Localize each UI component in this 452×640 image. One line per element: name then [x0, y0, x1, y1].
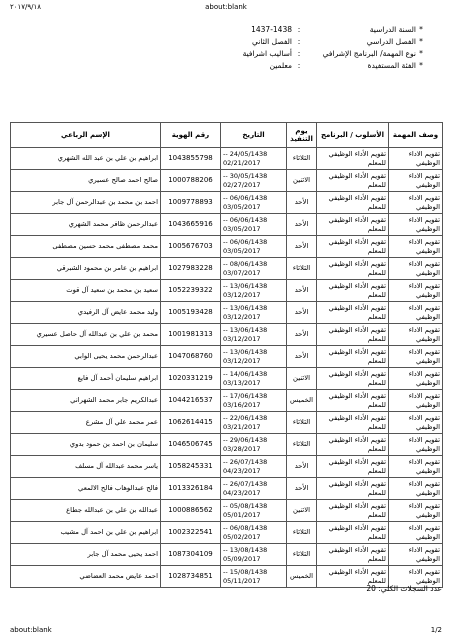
gregorian-date: 03/13/2017	[223, 378, 261, 387]
cell-task: تقويم الاداء الوظيفي	[389, 456, 443, 478]
info-row	[6, 48, 426, 60]
cell-task: تقويم الاداء الوظيفي	[389, 170, 443, 192]
table-row	[11, 544, 443, 566]
table-row	[11, 236, 443, 258]
table-row	[11, 522, 443, 544]
cell-day: الأحد	[287, 236, 317, 258]
gregorian-date: 02/21/2017	[223, 158, 261, 167]
cell-style: تقويم الأداء الوظيفي للمعلم	[317, 522, 389, 544]
cell-date	[221, 170, 287, 192]
cell-date	[221, 258, 287, 280]
hijri-date: -- 13/06/1438	[223, 348, 268, 356]
hijri-date: -- 05/08/1438	[223, 502, 268, 510]
info-label: الفئة المستفيدة	[367, 61, 416, 70]
hijri-date: -- 26/07/1438	[223, 480, 268, 488]
cell-task: تقويم الاداء الوظيفي	[389, 412, 443, 434]
cell-task: تقويم الاداء الوظيفي	[389, 302, 443, 324]
bullet-icon: *	[419, 37, 423, 46]
total-value: 20	[366, 584, 376, 593]
cell-name: وليد محمد عايض آل الرفيدي	[11, 302, 161, 324]
info-row	[6, 24, 426, 36]
cell-date	[221, 478, 287, 500]
page-number: 1/2	[430, 626, 442, 634]
browser-footer	[0, 624, 452, 636]
cell-day: الأحد	[287, 214, 317, 236]
cell-id: 1001981313	[161, 324, 221, 346]
print-date: ٢٠١٧/٩/١٨	[10, 3, 42, 11]
table-row	[11, 434, 443, 456]
cell-task: تقويم الاداء الوظيفي	[389, 192, 443, 214]
gregorian-date: 03/05/2017	[223, 224, 261, 233]
cell-id: 1058245331	[161, 456, 221, 478]
cell-day: الثلاثاء	[287, 434, 317, 456]
gregorian-date: 03/16/2017	[223, 400, 261, 409]
hijri-date: -- 24/05/1438	[223, 150, 268, 158]
cell-name: احمد بن محمد بن عبدالرحمن آل جابر	[11, 192, 161, 214]
cell-day: الثلاثاء	[287, 544, 317, 566]
cell-date	[221, 522, 287, 544]
cell-id: 1000788206	[161, 170, 221, 192]
cell-date	[221, 148, 287, 170]
info-value: 1437-1438	[251, 25, 292, 34]
cell-task: تقويم الاداء الوظيفي	[389, 214, 443, 236]
hijri-date: -- 13/06/1438	[223, 282, 268, 290]
cell-name: سليمان بن احمد بن حمود بدوي	[11, 434, 161, 456]
cell-name: ابراهيم بن علي بن احمد آل مشيب	[11, 522, 161, 544]
cell-id: 1052239322	[161, 280, 221, 302]
gregorian-date: 05/11/2017	[223, 576, 261, 585]
cell-id: 1044216537	[161, 390, 221, 412]
cell-style: تقويم الأداء الوظيفي للمعلم	[317, 192, 389, 214]
cell-style: تقويم الأداء الوظيفي للمعلم	[317, 170, 389, 192]
hijri-date: -- 30/05/1438	[223, 172, 268, 180]
bullet-icon: *	[419, 25, 423, 34]
gregorian-date: 05/09/2017	[223, 554, 261, 563]
header-task: وصف المهمة	[389, 123, 443, 148]
header-day: يوم التنفيذ	[287, 123, 317, 148]
cell-day: الأحد	[287, 346, 317, 368]
gregorian-date: 03/05/2017	[223, 202, 261, 211]
cell-day: الثلاثاء	[287, 258, 317, 280]
gregorian-date: 03/12/2017	[223, 290, 261, 299]
browser-header	[0, 0, 452, 14]
cell-name: عبدالله بن علي بن عبدالله جطاع	[11, 500, 161, 522]
cell-name: ابراهيم بن عامر بن محمود الشبرقي	[11, 258, 161, 280]
cell-date	[221, 214, 287, 236]
cell-id: 1087304109	[161, 544, 221, 566]
cell-name: احمد يحيى محمد آل جابر	[11, 544, 161, 566]
cell-id: 1020331219	[161, 368, 221, 390]
cell-style: تقويم الأداء الوظيفي للمعلم	[317, 390, 389, 412]
cell-name: محمد مصطفى محمد حسين مصطفى	[11, 236, 161, 258]
cell-date	[221, 236, 287, 258]
cell-day: الخميس	[287, 566, 317, 588]
cell-day: الأحد	[287, 302, 317, 324]
cell-task: تقويم الاداء الوظيفي	[389, 324, 443, 346]
cell-task: تقويم الاداء الوظيفي	[389, 280, 443, 302]
cell-style: تقويم الأداء الوظيفي للمعلم	[317, 236, 389, 258]
gregorian-date: 03/07/2017	[223, 268, 261, 277]
hijri-date: -- 15/08/1438	[223, 568, 268, 576]
table-row	[11, 258, 443, 280]
cell-name: سعيد بن محمد بن سعيد آل قوت	[11, 280, 161, 302]
cell-id: 1062614415	[161, 412, 221, 434]
cell-style: تقويم الأداء الوظيفي للمعلم	[317, 456, 389, 478]
cell-date	[221, 544, 287, 566]
header-date: التاريخ	[221, 123, 287, 148]
cell-day: الثلاثاء	[287, 522, 317, 544]
cell-id: 1013326184	[161, 478, 221, 500]
cell-task: تقويم الاداء الوظيفي	[389, 478, 443, 500]
gregorian-date: 05/02/2017	[223, 532, 261, 541]
cell-date	[221, 324, 287, 346]
cell-date	[221, 390, 287, 412]
gregorian-date: 03/12/2017	[223, 312, 261, 321]
info-label: السنة الدراسية	[369, 25, 416, 34]
cell-id: 1047068760	[161, 346, 221, 368]
cell-date	[221, 280, 287, 302]
total-records	[10, 584, 442, 593]
cell-day: الأحد	[287, 280, 317, 302]
cell-id: 1027983228	[161, 258, 221, 280]
cell-id: 1005676703	[161, 236, 221, 258]
cell-task: تقويم الاداء الوظيفي	[389, 566, 443, 588]
report-info	[6, 24, 426, 72]
cell-style: تقويم الأداء الوظيفي للمعلم	[317, 434, 389, 456]
hijri-date: -- 06/06/1438	[223, 194, 268, 202]
cell-style: تقويم الأداء الوظيفي للمعلم	[317, 214, 389, 236]
cell-name: عمر محمد علي آل مشرع	[11, 412, 161, 434]
page-title: about:blank	[205, 3, 247, 11]
cell-day: الثلاثاء	[287, 148, 317, 170]
cell-name: احمد عايض محمد العضاضي	[11, 566, 161, 588]
footer-url: about:blank	[10, 626, 52, 634]
cell-day: الأحد	[287, 456, 317, 478]
info-label: الفصل الدراسي	[366, 37, 416, 46]
cell-style: تقويم الأداء الوظيفي للمعلم	[317, 412, 389, 434]
cell-style: تقويم الأداء الوظيفي للمعلم	[317, 258, 389, 280]
info-row	[6, 36, 426, 48]
table-row	[11, 368, 443, 390]
info-label: نوع المهمة/ البرنامج الإشرافي	[322, 49, 416, 58]
table-row	[11, 170, 443, 192]
gregorian-date: 03/12/2017	[223, 334, 261, 343]
header-name: الإسم الرباعي	[11, 123, 161, 148]
hijri-date: -- 26/07/1438	[223, 458, 268, 466]
cell-id: 1002322541	[161, 522, 221, 544]
cell-name: ابراهيم سليمان أحمد آل فايع	[11, 368, 161, 390]
hijri-date: -- 13/06/1438	[223, 304, 268, 312]
hijri-date: -- 13/08/1438	[223, 546, 268, 554]
cell-name: عبدالكريم جابر محمد الشهراني	[11, 390, 161, 412]
hijri-date: -- 08/06/1438	[223, 260, 268, 268]
cell-id: 1043665916	[161, 214, 221, 236]
cell-id: 1000886562	[161, 500, 221, 522]
cell-name: ياسر محمد عبدالله آل مسلف	[11, 456, 161, 478]
cell-id: 1046506745	[161, 434, 221, 456]
cell-day: الاثنين	[287, 368, 317, 390]
cell-task: تقويم الاداء الوظيفي	[389, 434, 443, 456]
cell-style: تقويم الأداء الوظيفي للمعلم	[317, 566, 389, 588]
cell-date	[221, 434, 287, 456]
cell-day: الأحد	[287, 192, 317, 214]
cell-style: تقويم الأداء الوظيفي للمعلم	[317, 280, 389, 302]
cell-style: تقويم الأداء الوظيفي للمعلم	[317, 544, 389, 566]
table-row	[11, 478, 443, 500]
hijri-date: -- 17/06/1438	[223, 392, 268, 400]
cell-task: تقويم الاداء الوظيفي	[389, 522, 443, 544]
gregorian-date: 02/27/2017	[223, 180, 261, 189]
info-value: معلمين	[269, 61, 292, 70]
cell-id: 1028734851	[161, 566, 221, 588]
cell-name: فالح عبدالوهاب فالح الالمعي	[11, 478, 161, 500]
gregorian-date: 04/23/2017	[223, 466, 261, 475]
hijri-date: -- 06/06/1438	[223, 238, 268, 246]
cell-id: 1009778893	[161, 192, 221, 214]
cell-task: تقويم الاداء الوظيفي	[389, 148, 443, 170]
cell-style: تقويم الأداء الوظيفي للمعلم	[317, 478, 389, 500]
info-colon: :	[297, 49, 301, 58]
cell-task: تقويم الاداء الوظيفي	[389, 236, 443, 258]
gregorian-date: 04/23/2017	[223, 488, 261, 497]
cell-style: تقويم الأداء الوظيفي للمعلم	[317, 368, 389, 390]
evaluation-table	[10, 122, 443, 588]
hijri-date: -- 06/06/1438	[223, 216, 268, 224]
cell-name: عبدالرحمن محمد يحيى الوابي	[11, 346, 161, 368]
cell-date	[221, 456, 287, 478]
cell-name: ابراهيم بن علي بن عبد الله الشهري	[11, 148, 161, 170]
cell-name: صالح احمد صالح عسيري	[11, 170, 161, 192]
hijri-date: -- 22/06/1438	[223, 414, 268, 422]
table-row	[11, 192, 443, 214]
gregorian-date: 05/01/2017	[223, 510, 261, 519]
info-row	[6, 60, 426, 72]
cell-name: عبدالرحمن ظافر محمد الشهري	[11, 214, 161, 236]
cell-task: تقويم الاداء الوظيفي	[389, 390, 443, 412]
table-header-row	[11, 123, 443, 148]
cell-date	[221, 500, 287, 522]
cell-date	[221, 192, 287, 214]
hijri-date: -- 06/08/1438	[223, 524, 268, 532]
cell-day: الاثنين	[287, 170, 317, 192]
table-row	[11, 346, 443, 368]
table-row	[11, 390, 443, 412]
gregorian-date: 03/12/2017	[223, 356, 261, 365]
cell-day: الأحد	[287, 324, 317, 346]
gregorian-date: 03/21/2017	[223, 422, 261, 431]
cell-name: محمد بن علي بن عبدالله آل حاصل عسيري	[11, 324, 161, 346]
cell-day: الثلاثاء	[287, 412, 317, 434]
table-row	[11, 456, 443, 478]
total-label: عدد السجلات الكلي:	[378, 584, 442, 593]
cell-style: تقويم الأداء الوظيفي للمعلم	[317, 324, 389, 346]
cell-style: تقويم الأداء الوظيفي للمعلم	[317, 302, 389, 324]
table-row	[11, 412, 443, 434]
hijri-date: -- 13/06/1438	[223, 326, 268, 334]
cell-style: تقويم الأداء الوظيفي للمعلم	[317, 346, 389, 368]
cell-day: الخميس	[287, 390, 317, 412]
cell-day: الأحد	[287, 478, 317, 500]
table-row	[11, 302, 443, 324]
bullet-icon: *	[419, 49, 423, 58]
cell-task: تقويم الاداء الوظيفي	[389, 346, 443, 368]
cell-date	[221, 412, 287, 434]
gregorian-date: 03/28/2017	[223, 444, 261, 453]
cell-id: 1005193428	[161, 302, 221, 324]
table-row	[11, 148, 443, 170]
info-value: الفصل الثاني	[252, 37, 292, 46]
cell-task: تقويم الاداء الوظيفي	[389, 544, 443, 566]
gregorian-date: 03/05/2017	[223, 246, 261, 255]
cell-task: تقويم الاداء الوظيفي	[389, 368, 443, 390]
cell-style: تقويم الأداء الوظيفي للمعلم	[317, 500, 389, 522]
info-colon: :	[297, 37, 301, 46]
table-row	[11, 280, 443, 302]
cell-style: تقويم الأداء الوظيفي للمعلم	[317, 148, 389, 170]
cell-date	[221, 368, 287, 390]
info-colon: :	[297, 61, 301, 70]
table-row	[11, 500, 443, 522]
table-row	[11, 324, 443, 346]
bullet-icon: *	[419, 61, 423, 70]
info-value: أساليب اشرافية	[242, 49, 292, 58]
cell-date	[221, 346, 287, 368]
cell-task: تقويم الاداء الوظيفي	[389, 500, 443, 522]
hijri-date: -- 14/06/1438	[223, 370, 268, 378]
cell-date	[221, 302, 287, 324]
header-style: الأسلوب / البرنامج	[317, 123, 389, 148]
hijri-date: -- 29/06/1438	[223, 436, 268, 444]
table-row	[11, 214, 443, 236]
cell-day: الاثنين	[287, 500, 317, 522]
info-colon: :	[297, 25, 301, 34]
header-id: رقم الهوية	[161, 123, 221, 148]
cell-task: تقويم الاداء الوظيفي	[389, 258, 443, 280]
cell-id: 1043855798	[161, 148, 221, 170]
